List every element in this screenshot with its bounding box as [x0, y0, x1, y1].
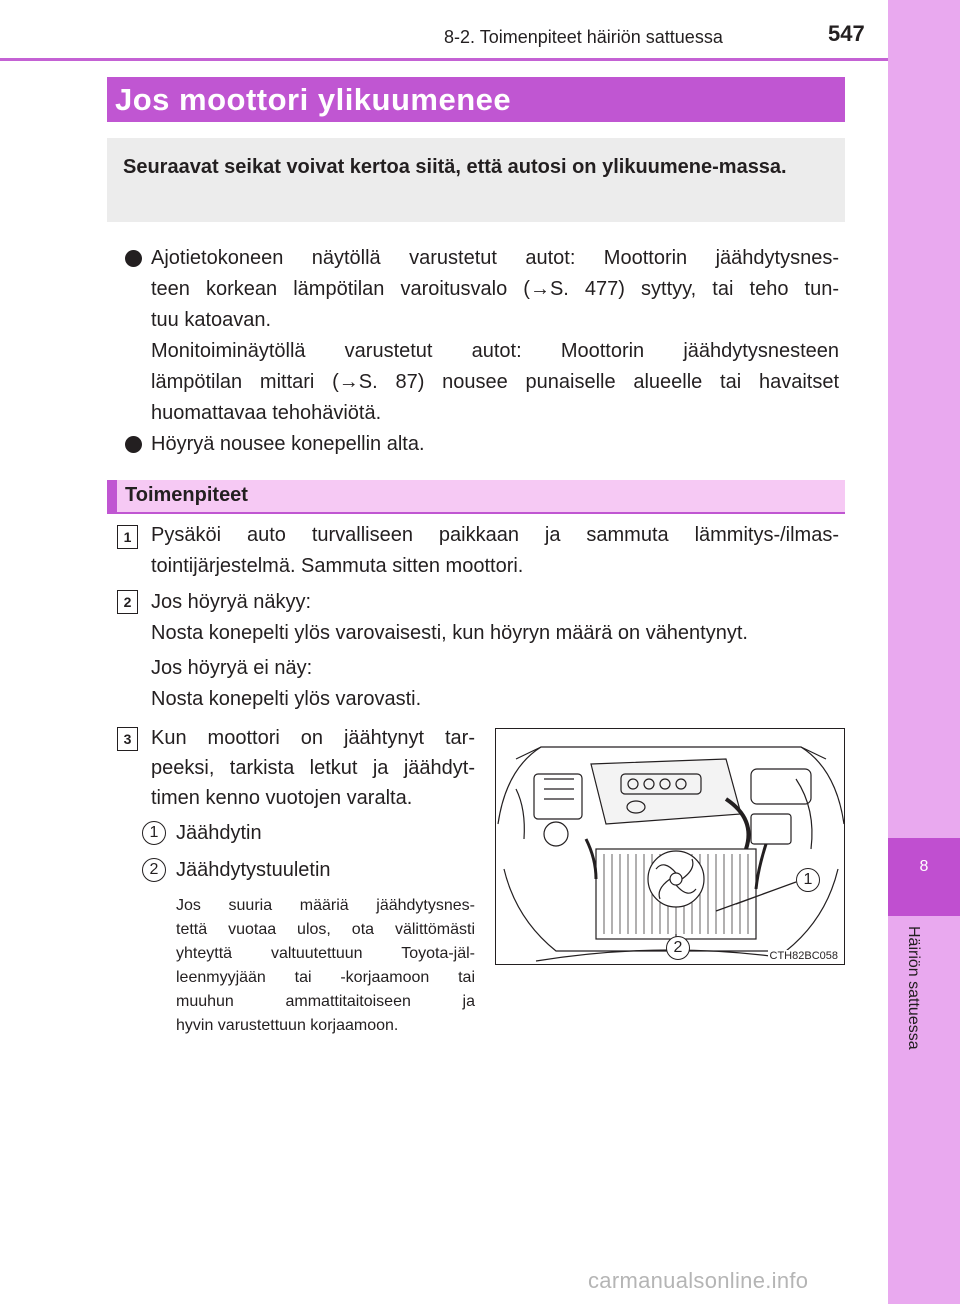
step-3-line-2: peeksi, tarkista letkut ja jäähdyt-: [151, 757, 475, 779]
item-fan-label: Jäähdytystuuletin: [176, 859, 331, 881]
note-line-1: Jos suuria määriä jäähdytysnes-: [176, 897, 475, 914]
page-title: Jos moottori ylikuumenee: [115, 82, 512, 117]
bullet-1-line-3: tuu katoavan.: [151, 309, 272, 331]
section-header: 8-2. Toimenpiteet häiriön sattuessa: [444, 27, 723, 47]
item-radiator-label: Jäähdytin: [176, 822, 262, 844]
watermark: carmanualsonline.info: [588, 1268, 809, 1293]
step-2-line-4: Nosta konepelti ylös varovasti.: [151, 688, 422, 710]
bullet-1-line-6: huomattavaa tehohäviötä.: [151, 402, 382, 424]
note-line-5: muuhun ammattitaitoiseen ja: [176, 993, 475, 1010]
callout-number-1: 1: [142, 821, 166, 845]
note-line-4: leenmyyjään tai -korjaamoon tai: [176, 969, 475, 986]
bullet-1-line-4: Monitoiminäytöllä varustetut autot: Moottorin jäähdytysnesteen: [151, 340, 839, 362]
bullet-icon: [125, 436, 142, 453]
engine-bay-drawing: [496, 729, 845, 965]
note-line-2: tettä vuotaa ulos, ota välittömästi: [176, 921, 475, 938]
illustration-callout-2: 2: [666, 936, 690, 960]
bullet-1-line-5: lämpötilan mittari (→S. 87) nousee punaiselle alueelle tai havaitset: [151, 371, 839, 393]
chapter-number: 8: [919, 858, 929, 875]
header-rule: [0, 58, 888, 61]
step-number-1: 1: [117, 525, 138, 549]
intro-text: Seuraavat seikat voivat kertoa siitä, että autosi on ylikuumene-massa.: [123, 156, 787, 178]
step-3-line-3: timen kenno vuotojen varalta.: [151, 787, 413, 809]
step-2-line-3: Jos höyryä ei näy:: [151, 657, 313, 679]
subheading: Toimenpiteet: [125, 484, 248, 506]
bullet-1-line-2: teen korkean lämpötilan varoitusvalo (→S. 477) syttyy, tai teho tun-: [151, 278, 839, 300]
bullet-1-line-1: Ajotietokoneen näytöllä varustetut autot: Moottorin jäähdytysnes-: [151, 247, 839, 269]
step-number-3: 3: [117, 727, 138, 751]
step-number-2: 2: [117, 590, 138, 614]
subheading-bar: [107, 480, 117, 512]
step-1-line-1: Pysäköi auto turvalliseen paikkaan ja sammuta lämmitys-/ilmas-: [151, 524, 839, 546]
subheading-rule: [107, 512, 845, 514]
engine-bay-illustration: [495, 728, 845, 965]
step-1-line-2: tointijärjestelmä. Sammuta sitten moottori.: [151, 555, 524, 577]
chapter-side-tab-active: [888, 838, 960, 916]
callout-number-2: 2: [142, 858, 166, 882]
step-2-line-1: Jos höyryä näkyy:: [151, 591, 312, 613]
bullet-icon: [125, 250, 142, 267]
chapter-label: Häiriön sattuessa: [905, 926, 922, 1050]
note-line-6: hyvin varustettuun korjaamoon.: [176, 1017, 399, 1034]
illustration-code: CTH82BC058: [769, 950, 838, 962]
step-2-line-2: Nosta konepelti ylös varovaisesti, kun höyryn määrä on vähentynyt.: [151, 622, 748, 644]
illustration-callout-1: 1: [796, 868, 820, 892]
step-3-line-1: Kun moottori on jäähtynyt tar-: [151, 727, 475, 749]
page-number: 547: [828, 21, 865, 46]
bullet-2-line-1: Höyryä nousee konepellin alta.: [151, 433, 425, 455]
note-line-3: yhteyttä valtuutettuun Toyota-jäl-: [176, 945, 475, 962]
